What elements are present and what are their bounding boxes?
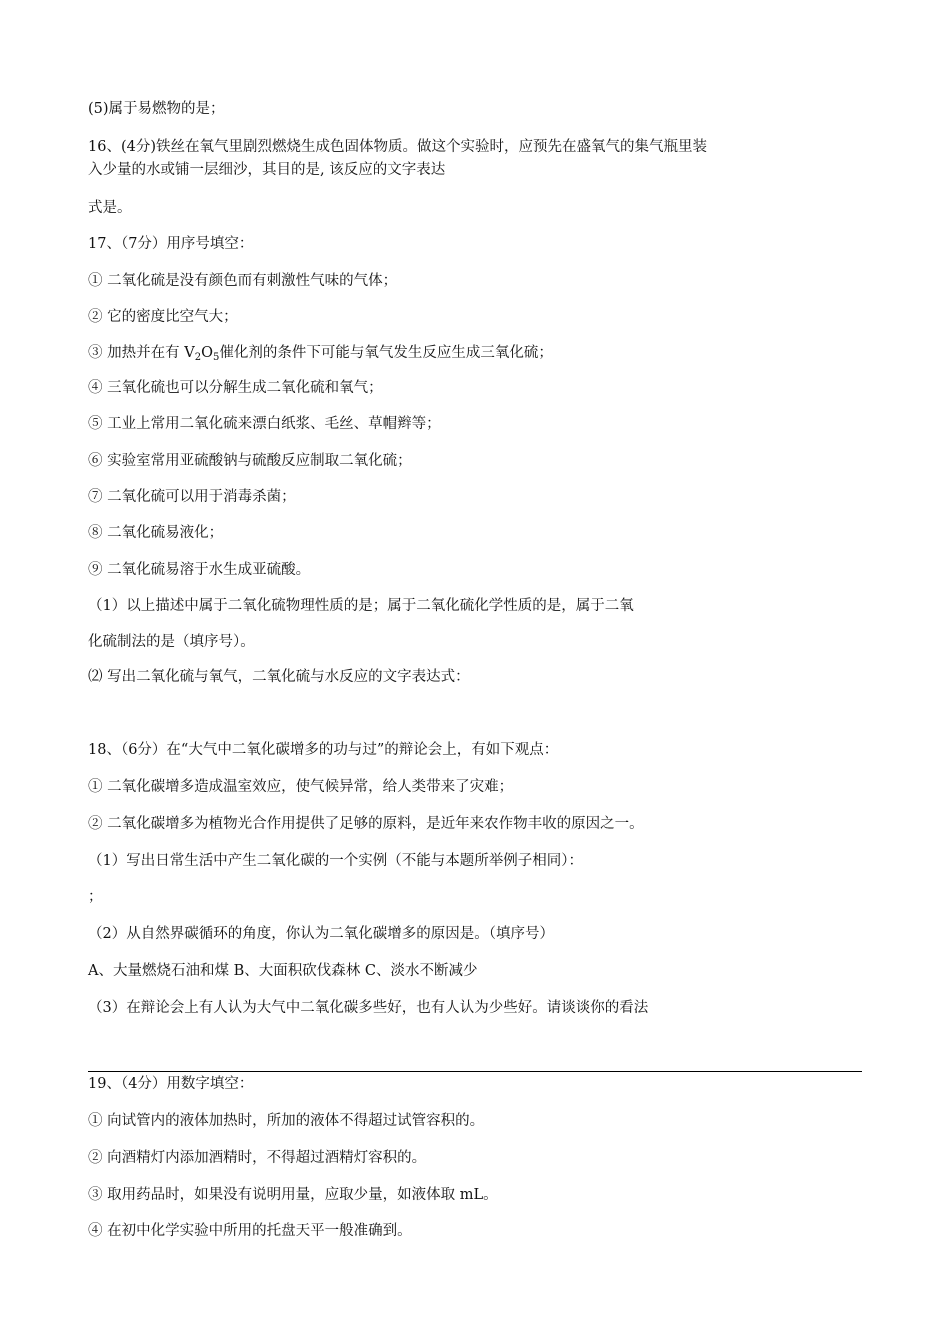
q18-view-1: ① 二氧化碳增多造成温室效应，使气候异常，给人类带来了灾难； xyxy=(88,779,514,795)
q19-item-3: ③ 取用药品时，如果没有说明用量，应取少量，如液体取 mL。 xyxy=(88,1187,498,1203)
q15-item-5: (5)属于易燃物的是； xyxy=(88,101,225,117)
q16-line-2: 入少量的水或铺一层细沙，其目的是, 该反应的文字表达 xyxy=(88,162,446,178)
q17-sub-1-line-1: （1）以上描述中属于二氧化硫物理性质的是；属于二氧化硫化学性质的是，属于二氧 xyxy=(88,598,634,614)
q17-item-3: ③ 加热并在有 $V_2O_5$催化剂的条件下可能与氧气发生反应生成三氧化硫； xyxy=(88,345,553,363)
answer-line xyxy=(88,1071,862,1072)
q17-item-5: ⑤ 工业上常用二氧化硫来漂白纸浆、毛丝、草帽辫等； xyxy=(88,416,441,432)
q19-item-4: ④ 在初中化学实验中所用的托盘天平一般准确到。 xyxy=(88,1223,412,1239)
q17-sub-1-line-2: 化硫制法的是（填序号）。 xyxy=(88,634,255,650)
q17-sub-2: ⑵ 写出二氧化硫与氧气，二氧化硫与水反应的文字表达式： xyxy=(88,669,470,685)
q18-sub-2: （2）从自然界碳循环的角度，你认为二氧化碳增多的原因是。（填序号） xyxy=(88,926,554,942)
q19-item-1: ① 向试管内的液体加热时，所加的液体不得超过试管容积的。 xyxy=(88,1113,485,1129)
q19-title: 19、（4分）用数字填空： xyxy=(88,1076,254,1092)
formula-v2o5: $V_2O_5$ xyxy=(184,345,220,363)
q17-item-1: ① 二氧化硫是没有颜色而有刺激性气味的气体； xyxy=(88,273,398,289)
q17-item-9: ⑨ 二氧化硫易溶于水生成亚硫酸。 xyxy=(88,562,311,578)
q18-sub-1: （1）写出日常生活中产生二氧化碳的一个实例（不能与本题所举例子相同）： xyxy=(88,853,583,869)
q17-item-8: ⑧ 二氧化硫易液化； xyxy=(88,525,224,541)
q17-item-2: ② 它的密度比空气大； xyxy=(88,309,238,325)
q16-line-3: 式是。 xyxy=(88,200,132,216)
q18-sub-2-options: A、大量燃烧石油和煤 B、大面积砍伐森林 C、淡水不断减少 xyxy=(88,963,478,979)
q17-item-4: ④ 三氧化硫也可以分解生成二氧化硫和氧气； xyxy=(88,380,383,396)
q17-item-6: ⑥ 实验室常用亚硫酸钠与硫酸反应制取二氧化硫； xyxy=(88,453,412,469)
q19-item-2: ② 向酒精灯内添加酒精时，不得超过酒精灯容积的。 xyxy=(88,1150,427,1166)
q18-sub-3: （3）在辩论会上有人认为大气中二氧化碳多些好，也有人认为少些好。请谈谈你的看法 xyxy=(88,1000,649,1016)
q18-sub-1-answer: ； xyxy=(88,889,103,905)
q16-line-1: 16、(4分)铁丝在氧气里剧烈燃烧生成色固体物质。做这个实验时，应预先在盛氧气的集气瓶里装 xyxy=(88,139,707,155)
q18-view-2: ② 二氧化碳增多为植物光合作用提供了足够的原料，是近年来农作物丰收的原因之一。 xyxy=(88,816,644,832)
q17-title: 17、（7分）用序号填空： xyxy=(88,236,254,252)
q17-item-7: ⑦ 二氧化硫可以用于消毒杀菌； xyxy=(88,489,296,505)
q18-title: 18、（6分）在“大气中二氧化碳增多的功与过”的辩论会上，有如下观点： xyxy=(88,742,559,758)
